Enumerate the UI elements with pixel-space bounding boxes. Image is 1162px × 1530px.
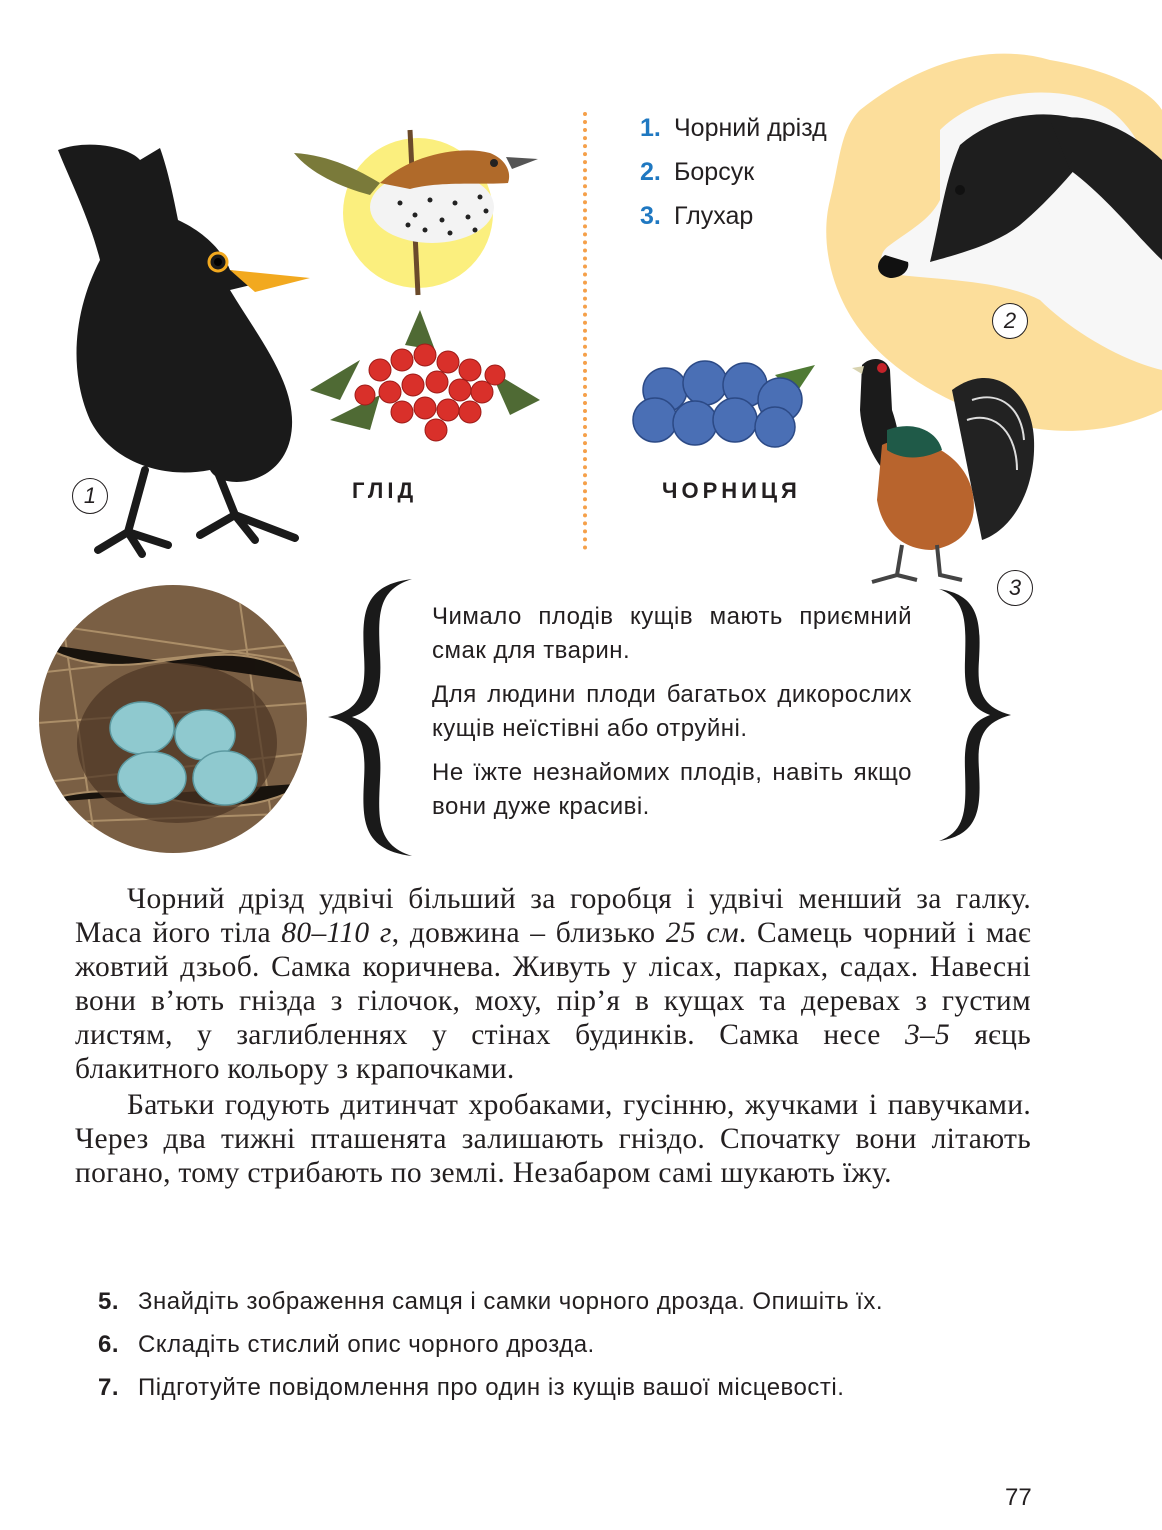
legend-label: Чорний дрізд [674, 114, 827, 142]
note-paragraph: Чимало плодів кущів мають приємний смак для тварин. [432, 603, 912, 664]
text-run: , довжина – близько [391, 917, 666, 949]
task-text: Знайдіть зображення самця і самки чорного дрозда. Опишіть їх. [138, 1288, 884, 1315]
legend-label: Глухар [674, 202, 754, 230]
legend-item [640, 112, 830, 144]
egg-count: 3–5 [904, 1019, 951, 1051]
main-paragraph-2: Батьки годують дитинчат хробаками, гусінню, жучками і павучками. Через два тижні пташенята залишають гніздо. Спочатку вони літають погано, тому стрибають по землі. Незабаром самі шукають їжу. [75, 1089, 1031, 1189]
main-text [75, 882, 1031, 1192]
hawthorn-illustration [300, 300, 550, 450]
task-item [98, 1373, 1058, 1403]
task-list [98, 1287, 1058, 1416]
marker-2: 2 [992, 303, 1028, 339]
legend-number: 3. [640, 202, 661, 230]
legend-number: 2. [640, 158, 661, 186]
capercaillie-illustration [842, 350, 1042, 590]
legend-item [640, 156, 830, 188]
right-curly-brace [935, 585, 1015, 845]
task-text: Складіть стислий опис чорного дрозда. [138, 1331, 595, 1358]
text-run: яєць блакитного кольору з крапочками. [75, 1019, 1031, 1085]
text-run: . Самець чорний і має жовтий дзьоб. Самка коричнева. Живуть у лісах, парках, садах. Навесні вони в’ють гнізда з гілочок, моху, пір’я в кущах та деревах з густим листям, у заглибленнях у стінах будинків. Самка несе [75, 917, 1031, 1051]
main-paragraph-1 [75, 882, 1031, 1086]
blueberry-caption: ЧОРНИЦЯ [662, 478, 801, 503]
mass-value: 80–110 г [281, 917, 392, 949]
nest-photo [37, 583, 309, 855]
song-thrush-illustration [290, 125, 550, 300]
legend-item [640, 200, 830, 232]
task-number: 5. [98, 1288, 120, 1315]
length-value: 25 см [665, 917, 739, 949]
task-number: 6. [98, 1331, 120, 1358]
legend-label: Борсук [674, 158, 755, 186]
legend-number: 1. [640, 114, 661, 142]
species-legend [640, 112, 830, 244]
blueberry-illustration [625, 355, 825, 455]
hawthorn-caption: ГЛІД [352, 478, 418, 503]
marker-1: 1 [72, 478, 108, 514]
marker-3: 3 [997, 570, 1033, 606]
task-text: Підготуйте повідомлення про один із кущів вашої місцевості. [138, 1374, 845, 1401]
safety-note [432, 600, 912, 834]
note-paragraph: Для людини плоди багатьох дикорослих кущів неїстівні або отруйні. [432, 681, 912, 742]
task-item [98, 1287, 1058, 1317]
left-curly-brace [322, 575, 417, 860]
note-paragraph: Не їжте незнайомих плодів, навіть якщо вони дуже красиві. [432, 759, 912, 820]
task-item [98, 1330, 1058, 1360]
page-number: 77 [1005, 1484, 1032, 1511]
text-run: Чорний дрізд удвічі більший за горобця і удвічі менший за галку. Маса його тіла [75, 883, 1031, 949]
dotted-divider [583, 112, 587, 550]
task-number: 7. [98, 1374, 120, 1401]
